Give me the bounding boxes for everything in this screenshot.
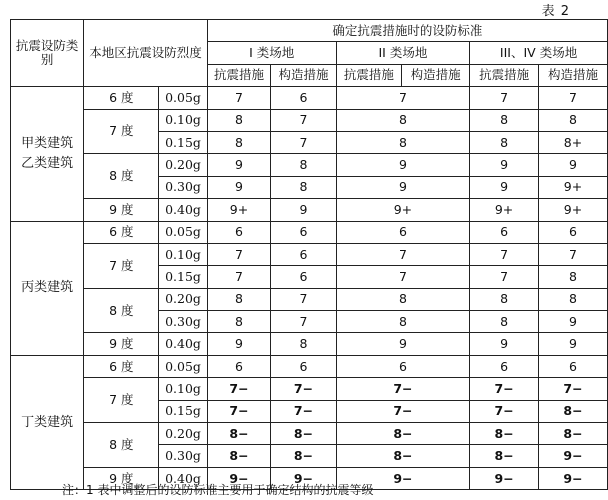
value-cell: 7− xyxy=(207,400,271,422)
value-cell: 9 xyxy=(470,176,539,198)
acceleration-cell: 0.05g xyxy=(159,87,207,109)
value-cell: 8 xyxy=(336,288,469,310)
value-cell: 9 xyxy=(336,333,469,355)
value-cell: 6 xyxy=(271,221,336,243)
acceleration-cell: 0.40g xyxy=(159,467,207,489)
intensity-degree-cell: 6 度 xyxy=(84,355,159,377)
acceleration-cell: 0.20g xyxy=(159,288,207,310)
intensity-degree-cell: 8 度 xyxy=(84,288,159,333)
value-cell: 9− xyxy=(539,467,608,489)
value-cell: 7− xyxy=(336,400,469,422)
value-cell: 7 xyxy=(336,87,469,109)
acceleration-cell: 0.30g xyxy=(159,311,207,333)
value-cell: 7 xyxy=(271,131,336,153)
value-cell: 9 xyxy=(207,154,271,176)
value-cell: 9 xyxy=(207,176,271,198)
intensity-degree-cell: 9 度 xyxy=(84,199,159,221)
acceleration-cell: 0.10g xyxy=(159,378,207,400)
value-cell: 8− xyxy=(539,423,608,445)
value-cell: 6 xyxy=(271,243,336,265)
value-cell: 8 xyxy=(539,288,608,310)
value-cell: 9+ xyxy=(336,199,469,221)
value-cell: 7− xyxy=(271,400,336,422)
value-cell: 8 xyxy=(271,154,336,176)
category-cell: 丁类建筑 xyxy=(11,355,84,489)
value-cell: 8− xyxy=(470,423,539,445)
acceleration-cell: 0.15g xyxy=(159,131,207,153)
table-row xyxy=(11,243,608,265)
value-cell: 8− xyxy=(336,423,469,445)
value-cell: 6 xyxy=(207,221,271,243)
value-cell: 9 xyxy=(336,176,469,198)
value-cell: 6 xyxy=(207,355,271,377)
value-cell: 9+ xyxy=(470,199,539,221)
header-site-type: III、IV 类场地 xyxy=(470,42,608,64)
intensity-degree-cell: 9 度 xyxy=(84,467,159,489)
value-cell: 6 xyxy=(336,355,469,377)
value-cell: 8 xyxy=(470,288,539,310)
value-cell: 9 xyxy=(271,199,336,221)
value-cell: 9+ xyxy=(207,199,271,221)
value-cell: 8− xyxy=(470,445,539,467)
intensity-degree-cell: 7 度 xyxy=(84,243,159,288)
value-cell: 6 xyxy=(539,221,608,243)
intensity-degree-cell: 6 度 xyxy=(84,221,159,243)
value-cell: 7 xyxy=(470,266,539,288)
value-cell: 8 xyxy=(271,333,336,355)
intensity-degree-cell: 7 度 xyxy=(84,378,159,423)
table-row xyxy=(11,87,608,109)
acceleration-cell: 0.10g xyxy=(159,243,207,265)
acceleration-cell: 0.10g xyxy=(159,109,207,131)
value-cell: 8 xyxy=(271,176,336,198)
value-cell: 7 xyxy=(207,243,271,265)
value-cell: 7− xyxy=(470,378,539,400)
value-cell: 9+ xyxy=(539,199,608,221)
value-cell: 7 xyxy=(207,266,271,288)
table-row xyxy=(11,378,608,400)
value-cell: 8 xyxy=(539,266,608,288)
intensity-degree-cell: 9 度 xyxy=(84,333,159,355)
value-cell: 8− xyxy=(207,445,271,467)
value-cell: 8 xyxy=(336,131,469,153)
value-cell: 9 xyxy=(470,154,539,176)
value-cell: 9− xyxy=(271,467,336,489)
header-category: 抗震设防类别 xyxy=(11,20,84,87)
header-measure: 构造措施 xyxy=(539,64,608,86)
value-cell: 8 xyxy=(207,131,271,153)
intensity-degree-cell: 8 度 xyxy=(84,423,159,468)
category-cell: 丙类建筑 xyxy=(11,221,84,355)
value-cell: 6 xyxy=(470,355,539,377)
value-cell: 7 xyxy=(336,266,469,288)
header-measure: 构造措施 xyxy=(402,64,470,86)
footnote: 注：1 表中调整后的设防标准主要用于确定结构的抗震等级 xyxy=(62,483,374,497)
value-cell: 8− xyxy=(336,445,469,467)
header-intensity: 本地区抗震设防烈度 xyxy=(84,20,207,87)
value-cell: 7 xyxy=(470,243,539,265)
value-cell: 9− xyxy=(539,445,608,467)
table-row xyxy=(11,199,608,221)
value-cell: 8 xyxy=(207,288,271,310)
value-cell: 7 xyxy=(271,288,336,310)
header-site-type: II 类场地 xyxy=(336,42,469,64)
acceleration-cell: 0.40g xyxy=(159,199,207,221)
value-cell: 8 xyxy=(470,311,539,333)
value-cell: 9 xyxy=(336,154,469,176)
intensity-degree-cell: 8 度 xyxy=(84,154,159,199)
header-measure: 抗震措施 xyxy=(336,64,401,86)
value-cell: 7 xyxy=(539,243,608,265)
value-cell: 7− xyxy=(336,378,469,400)
value-cell: 7− xyxy=(470,400,539,422)
acceleration-cell: 0.15g xyxy=(159,266,207,288)
value-cell: 7− xyxy=(207,378,271,400)
value-cell: 6 xyxy=(271,355,336,377)
value-cell: 8 xyxy=(207,109,271,131)
value-cell: 9− xyxy=(207,467,271,489)
value-cell: 6 xyxy=(539,355,608,377)
header-measure: 抗震措施 xyxy=(470,64,539,86)
intensity-degree-cell: 6 度 xyxy=(84,87,159,109)
category-cell: 甲类建筑 乙类建筑 xyxy=(11,87,84,221)
value-cell: 8 xyxy=(470,131,539,153)
value-cell: 9− xyxy=(336,467,469,489)
value-cell: 7 xyxy=(271,311,336,333)
table-row xyxy=(11,355,608,377)
table-row xyxy=(11,109,608,131)
acceleration-cell: 0.20g xyxy=(159,154,207,176)
table-row xyxy=(11,288,608,310)
acceleration-cell: 0.15g xyxy=(159,400,207,422)
value-cell: 9 xyxy=(539,154,608,176)
header-standard: 确定抗震措施时的设防标准 xyxy=(207,20,607,42)
value-cell: 7 xyxy=(271,109,336,131)
value-cell: 8 xyxy=(207,311,271,333)
value-cell: 8 xyxy=(470,109,539,131)
value-cell: 7 xyxy=(539,87,608,109)
value-cell: 6 xyxy=(271,266,336,288)
value-cell: 7 xyxy=(336,243,469,265)
value-cell: 9 xyxy=(539,311,608,333)
value-cell: 6 xyxy=(336,221,469,243)
table-row xyxy=(11,333,608,355)
value-cell: 9− xyxy=(470,467,539,489)
value-cell: 7− xyxy=(271,378,336,400)
value-cell: 8 xyxy=(336,311,469,333)
value-cell: 9+ xyxy=(539,176,608,198)
value-cell: 8 xyxy=(539,109,608,131)
value-cell: 8+ xyxy=(539,131,608,153)
acceleration-cell: 0.30g xyxy=(159,176,207,198)
value-cell: 7− xyxy=(539,378,608,400)
seismic-standard-table xyxy=(10,19,608,490)
acceleration-cell: 0.05g xyxy=(159,355,207,377)
intensity-degree-cell: 7 度 xyxy=(84,109,159,154)
value-cell: 7 xyxy=(470,87,539,109)
value-cell: 8− xyxy=(271,445,336,467)
value-cell: 6 xyxy=(470,221,539,243)
acceleration-cell: 0.30g xyxy=(159,445,207,467)
value-cell: 8− xyxy=(271,423,336,445)
value-cell: 9 xyxy=(539,333,608,355)
acceleration-cell: 0.40g xyxy=(159,333,207,355)
acceleration-cell: 0.20g xyxy=(159,423,207,445)
value-cell: 8− xyxy=(539,400,608,422)
value-cell: 9 xyxy=(207,333,271,355)
value-cell: 9 xyxy=(470,333,539,355)
value-cell: 7 xyxy=(207,87,271,109)
table-row xyxy=(11,221,608,243)
table-caption: 表 2 xyxy=(541,4,570,19)
value-cell: 6 xyxy=(271,87,336,109)
acceleration-cell: 0.05g xyxy=(159,221,207,243)
table-row xyxy=(11,423,608,445)
table-row xyxy=(11,154,608,176)
value-cell: 8− xyxy=(207,423,271,445)
header-site-type: I 类场地 xyxy=(207,42,336,64)
header-measure: 构造措施 xyxy=(271,64,336,86)
header-measure: 抗震措施 xyxy=(207,64,271,86)
value-cell: 8 xyxy=(336,109,469,131)
